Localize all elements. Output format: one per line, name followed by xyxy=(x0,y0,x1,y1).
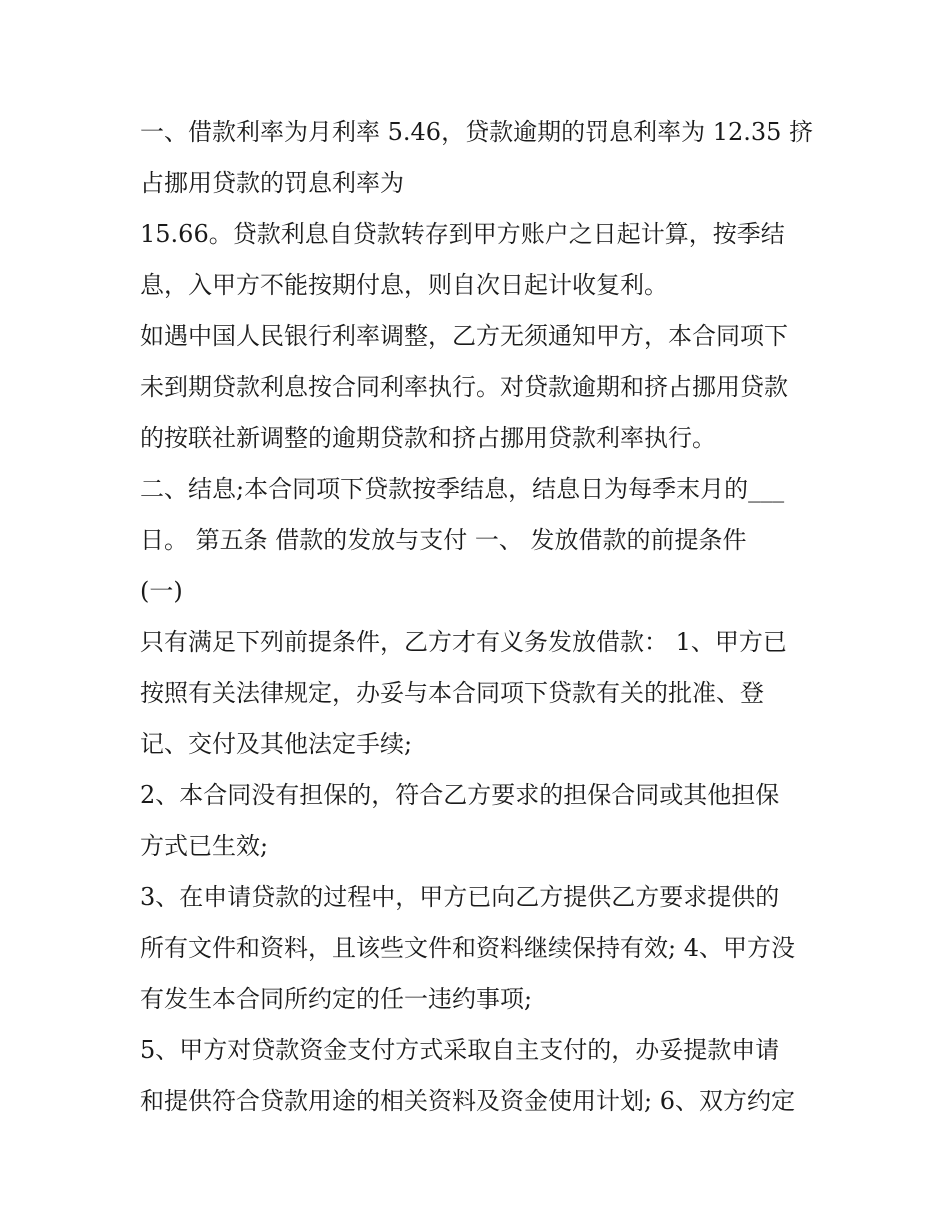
text-line: 一、借款利率为月利率 5.46，贷款逾期的罚息利率为 12.35 挤 xyxy=(140,118,814,146)
text-line: 占挪用贷款的罚息利率为 xyxy=(140,169,404,197)
text-line: 15.66。贷款利息自贷款转存到甲方账户之日起计算，按季结 xyxy=(140,220,785,248)
text-line: 日。 第五条 借款的发放与支付 一、 发放借款的前提条件 xyxy=(140,526,747,554)
text-line: 按照有关法律规定，办妥与本合同项下贷款有关的批准、登 xyxy=(140,679,764,707)
text-line: 未到期贷款利息按合同利率执行。对贷款逾期和挤占挪用贷款 xyxy=(140,373,788,401)
text-line: 和提供符合贷款用途的相关资料及资金使用计划; 6、双方约定 xyxy=(140,1087,795,1115)
text-line: 如遇中国人民银行利率调整，乙方无须通知甲方，本合同项下 xyxy=(140,322,788,350)
text-line: 只有满足下列前提条件，乙方才有义务发放借款： 1、甲方已 xyxy=(140,628,787,656)
text-line: 5、甲方对贷款资金支付方式采取自主支付的，办妥提款申请 xyxy=(140,1036,780,1064)
contract-text xyxy=(140,107,820,1127)
text-line: 息，入甲方不能按期付息，则自次日起计收复利。 xyxy=(140,271,668,299)
text-line: 2、本合同没有担保的，符合乙方要求的担保合同或其他担保 xyxy=(140,781,780,809)
text-line: 3、在申请贷款的过程中，甲方已向乙方提供乙方要求提供的 xyxy=(140,883,780,911)
text-line: 方式已生效; xyxy=(140,832,269,860)
text-line: 有发生本合同所约定的任一违约事项; xyxy=(140,985,533,1013)
text-line: (一) xyxy=(140,577,183,605)
text-line: 二、结息;本合同项下贷款按季结息，结息日为每季末月的___ xyxy=(140,475,785,503)
text-line: 所有文件和资料，且该些文件和资料继续保持有效; 4、甲方没 xyxy=(140,934,795,962)
text-line: 的按联社新调整的逾期贷款和挤占挪用贷款利率执行。 xyxy=(140,424,716,452)
text-line: 记、交付及其他法定手续; xyxy=(140,730,413,758)
